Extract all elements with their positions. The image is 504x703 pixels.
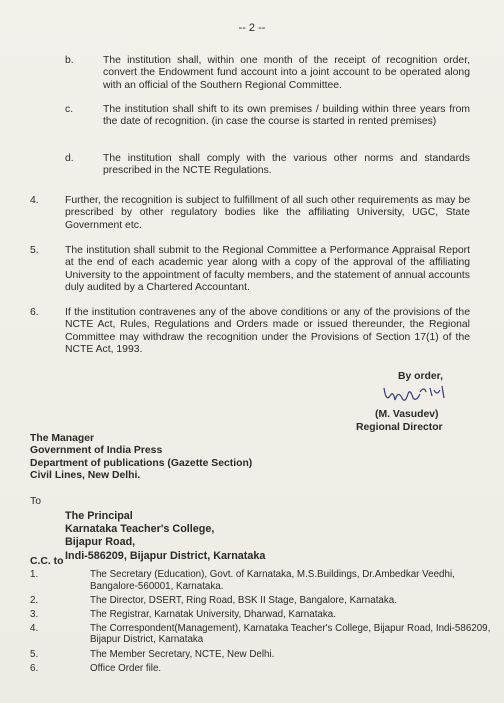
cc-label: C.C. to xyxy=(30,556,64,567)
clause-4 xyxy=(30,195,470,235)
cc-item xyxy=(30,595,500,607)
signature-image xyxy=(380,382,450,406)
to-block xyxy=(65,510,265,563)
condition-text: The institution shall shift to its own premises / building within three years from the date of recognition. (in case the course is started in rented premises) xyxy=(103,104,470,128)
cc-number: 3. xyxy=(30,608,39,620)
cc-item xyxy=(30,609,500,621)
condition-label: c. xyxy=(65,104,74,115)
cc-item xyxy=(30,649,500,661)
clause-5 xyxy=(30,245,470,297)
condition-label: d. xyxy=(65,153,74,164)
condition-c xyxy=(65,104,470,144)
to-line: The Principal xyxy=(65,510,133,522)
condition-text: The institution shall, within one month of the receipt of recognition order, convert the Endowment fund account into a joint account to be operated along with an official of the Southern Regional Committee. xyxy=(103,55,470,91)
cc-item xyxy=(30,569,500,592)
clause-text: If the institution contravenes any of the above conditions or any of the provisions of the NCTE Act, Rules, Regulations and Orders made or issued thereunder, the Regional Committee may withdraw the recognition under the Provisions of Section 17(1) of the NCTE Act, 1993. xyxy=(65,307,470,356)
cc-text: The Registrar, Karnatak University, Dharwad, Karnataka. xyxy=(90,608,336,620)
cc-number: 2. xyxy=(30,594,39,606)
addressee-line: The Manager xyxy=(30,433,95,444)
cc-number: 4. xyxy=(30,622,39,634)
condition-label: b. xyxy=(65,55,74,66)
clause-text: The institution shall submit to the Regional Committee a Performance Appraisal Report at the end of each academic year along with a copy of the approval of the affiliating University to the appointment of faculty members, and the statement of annual accounts duly audited by a Chartered Accountant. xyxy=(65,245,470,294)
to-line: Bijapur Road, xyxy=(65,536,136,549)
condition-b xyxy=(65,55,470,95)
to-line: Karnataka Teacher's College, xyxy=(65,523,215,536)
to-label: To xyxy=(30,496,41,507)
cc-list xyxy=(30,569,500,677)
page-number: -- 2 -- xyxy=(238,22,266,34)
addressee-line: Government of India Press xyxy=(30,445,163,457)
cc-number: 6. xyxy=(30,662,39,674)
cc-text: The Member Secretary, NCTE, New Delhi. xyxy=(90,648,275,660)
condition-text: The institution shall comply with the various other norms and standards prescribed in the NCTE Regulations. xyxy=(103,153,470,177)
cc-number: 5. xyxy=(30,648,39,660)
addressee-line: Department of publications (Gazette Section) xyxy=(30,457,253,469)
clause-label: 6. xyxy=(30,307,39,318)
addressee-line: Civil Lines, New Delhi. xyxy=(30,469,141,481)
clause-label: 5. xyxy=(30,245,39,256)
clause-text: Further, the recognition is subject to fulfillment of all such other requirements as may be prescribed by other regulatory bodies like the affiliating University, UGC, State Government etc. xyxy=(65,195,470,231)
cc-item xyxy=(30,623,500,646)
by-order: By order, xyxy=(398,371,444,382)
clause-6 xyxy=(30,307,470,359)
cc-text: The Director, DSERT, Ring Road, BSK II Stage, Bangalore, Karnataka. xyxy=(90,594,397,606)
addressee-block xyxy=(30,433,252,482)
cc-text: Office Order file. xyxy=(90,662,162,674)
to-line: Indi-586209, Bijapur District, Karnataka xyxy=(65,549,266,562)
condition-d xyxy=(65,153,470,181)
cc-item xyxy=(30,663,500,675)
cc-number: 1. xyxy=(30,569,39,580)
cc-text: The Correspondent(Management), Karnataka Teacher's College, Bijapur Road, Indi-586209, Bijapur District, Karnataka xyxy=(90,622,491,646)
cc-text: The Secretary (Education), Govt. of Karnataka, M.S.Buildings, Dr.Ambedkar Veedhi, Bangalore-560001, Karnataka. xyxy=(90,569,455,592)
signatory-name: (M. Vasudev) xyxy=(375,409,439,420)
signatory-designation: Regional Director xyxy=(356,422,443,433)
clause-label: 4. xyxy=(30,195,39,206)
